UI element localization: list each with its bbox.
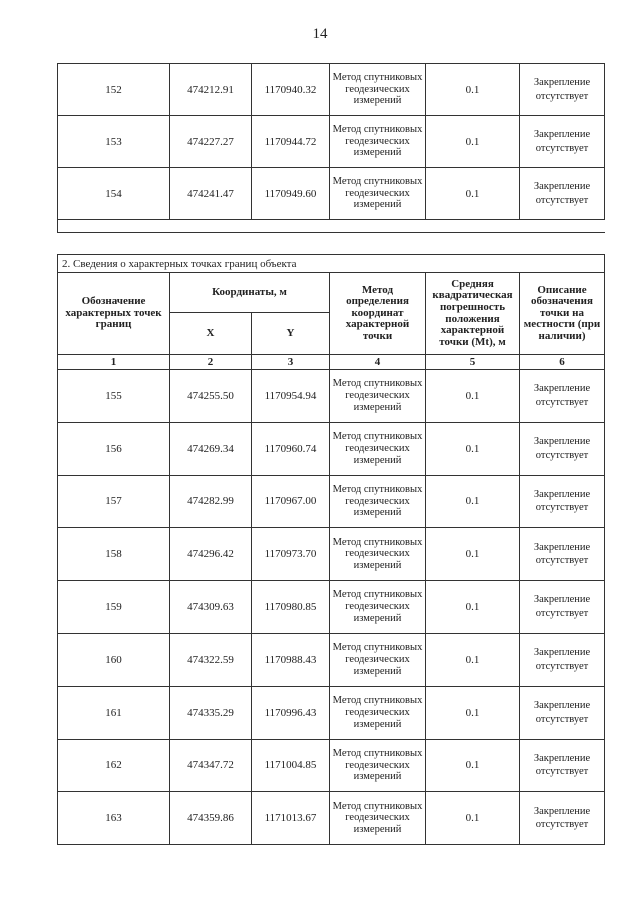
description-cell: Закрепление отсутствует	[520, 633, 605, 686]
header-accuracy: Средняя квадратическая погрешность положения характерной точки (Mt), м	[426, 273, 520, 355]
coordinate-y-cell: 1170996.43	[252, 686, 330, 739]
method-cell: Метод спутниковых геодезических измерений	[330, 792, 426, 845]
header-method: Метод определения координат характерной точки	[330, 273, 426, 355]
point-id-cell: 162	[58, 739, 170, 792]
method-cell: Метод спутниковых геодезических измерений	[330, 475, 426, 528]
coordinate-x-cell: 474347.72	[170, 739, 252, 792]
method-cell: Метод спутниковых геодезических измерений	[330, 686, 426, 739]
description-cell: Закрепление отсутствует	[520, 370, 605, 423]
coordinate-y-cell: 1170973.70	[252, 528, 330, 581]
section-title: 2. Сведения о характерных точках границ объекта	[58, 255, 605, 273]
accuracy-cell: 0.1	[426, 475, 520, 528]
accuracy-cell: 0.1	[426, 64, 520, 116]
method-cell: Метод спутниковых геодезических измерений	[330, 370, 426, 423]
point-id-cell: 156	[58, 422, 170, 475]
table-row	[58, 633, 605, 686]
boundary-points-table-body	[58, 370, 605, 845]
coordinate-x-cell: 474322.59	[170, 633, 252, 686]
column-number: 1	[58, 355, 170, 370]
coordinate-x-cell: 474255.50	[170, 370, 252, 423]
description-cell: Закрепление отсутствует	[520, 64, 605, 116]
coordinate-y-cell: 1170940.32	[252, 64, 330, 116]
coordinate-x-cell: 474241.47	[170, 168, 252, 220]
coordinate-y-cell: 1170944.72	[252, 116, 330, 168]
header-coordinates: Координаты, м	[170, 273, 330, 313]
coordinate-y-cell: 1170980.85	[252, 581, 330, 634]
coordinate-x-cell: 474335.29	[170, 686, 252, 739]
description-cell: Закрепление отсутствует	[520, 116, 605, 168]
accuracy-cell: 0.1	[426, 581, 520, 634]
accuracy-cell: 0.1	[426, 528, 520, 581]
header-y: Y	[252, 313, 330, 355]
point-id-cell: 157	[58, 475, 170, 528]
description-cell: Закрепление отсутствует	[520, 739, 605, 792]
table-row	[58, 686, 605, 739]
column-number: 5	[426, 355, 520, 370]
coordinate-x-cell: 474359.86	[170, 792, 252, 845]
coordinate-x-cell: 474296.42	[170, 528, 252, 581]
method-cell: Метод спутниковых геодезических измерений	[330, 633, 426, 686]
table-row	[58, 528, 605, 581]
accuracy-cell: 0.1	[426, 168, 520, 220]
table-row	[58, 370, 605, 423]
continuation-table	[57, 63, 605, 233]
accuracy-cell: 0.1	[426, 370, 520, 423]
method-cell: Метод спутниковых геодезических измерений	[330, 739, 426, 792]
coordinate-y-cell: 1170967.00	[252, 475, 330, 528]
table-row	[58, 422, 605, 475]
coordinate-y-cell: 1170949.60	[252, 168, 330, 220]
table-row	[58, 792, 605, 845]
point-id-cell: 154	[58, 168, 170, 220]
method-cell: Метод спутниковых геодезических измерений	[330, 528, 426, 581]
description-cell: Закрепление отсутствует	[520, 528, 605, 581]
coordinate-x-cell: 474212.91	[170, 64, 252, 116]
column-number: 4	[330, 355, 426, 370]
point-id-cell: 159	[58, 581, 170, 634]
spacer-cell	[58, 220, 605, 233]
coordinate-y-cell: 1171004.85	[252, 739, 330, 792]
column-number: 2	[170, 355, 252, 370]
coordinate-x-cell: 474309.63	[170, 581, 252, 634]
point-id-cell: 153	[58, 116, 170, 168]
table-row	[58, 116, 605, 168]
header-x: X	[170, 313, 252, 355]
description-cell: Закрепление отсутствует	[520, 422, 605, 475]
coordinate-x-cell: 474282.99	[170, 475, 252, 528]
accuracy-cell: 0.1	[426, 633, 520, 686]
method-cell: Метод спутниковых геодезических измерений	[330, 168, 426, 220]
point-id-cell: 158	[58, 528, 170, 581]
method-cell: Метод спутниковых геодезических измерений	[330, 422, 426, 475]
point-id-cell: 163	[58, 792, 170, 845]
accuracy-cell: 0.1	[426, 422, 520, 475]
method-cell: Метод спутниковых геодезических измерений	[330, 581, 426, 634]
method-cell: Метод спутниковых геодезических измерений	[330, 116, 426, 168]
point-id-cell: 155	[58, 370, 170, 423]
table-row	[58, 64, 605, 116]
table-spacer-row	[58, 220, 605, 233]
coordinate-x-cell: 474227.27	[170, 116, 252, 168]
column-number: 3	[252, 355, 330, 370]
header-designation: Обозначение характерных точек границ	[58, 273, 170, 355]
description-cell: Закрепление отсутствует	[520, 686, 605, 739]
description-cell: Закрепление отсутствует	[520, 475, 605, 528]
accuracy-cell: 0.1	[426, 792, 520, 845]
accuracy-cell: 0.1	[426, 116, 520, 168]
table-row	[58, 168, 605, 220]
table-row	[58, 739, 605, 792]
continuation-table-body	[58, 64, 605, 233]
coordinate-y-cell: 1170960.74	[252, 422, 330, 475]
accuracy-cell: 0.1	[426, 686, 520, 739]
point-id-cell: 160	[58, 633, 170, 686]
page-number: 14	[312, 26, 328, 42]
method-cell: Метод спутниковых геодезических измерений	[330, 64, 426, 116]
coordinate-x-cell: 474269.34	[170, 422, 252, 475]
point-id-cell: 152	[58, 64, 170, 116]
description-cell: Закрепление отсутствует	[520, 792, 605, 845]
table-row	[58, 475, 605, 528]
description-cell: Закрепление отсутствует	[520, 168, 605, 220]
header-description: Описание обозначения точки на местности (при наличии)	[520, 273, 605, 355]
coordinate-y-cell: 1170954.94	[252, 370, 330, 423]
accuracy-cell: 0.1	[426, 739, 520, 792]
coordinate-y-cell: 1171013.67	[252, 792, 330, 845]
description-cell: Закрепление отсутствует	[520, 581, 605, 634]
coordinate-y-cell: 1170988.43	[252, 633, 330, 686]
table-row	[58, 581, 605, 634]
boundary-points-table	[57, 254, 605, 845]
column-numbers-row	[58, 355, 605, 370]
column-number: 6	[520, 355, 605, 370]
point-id-cell: 161	[58, 686, 170, 739]
